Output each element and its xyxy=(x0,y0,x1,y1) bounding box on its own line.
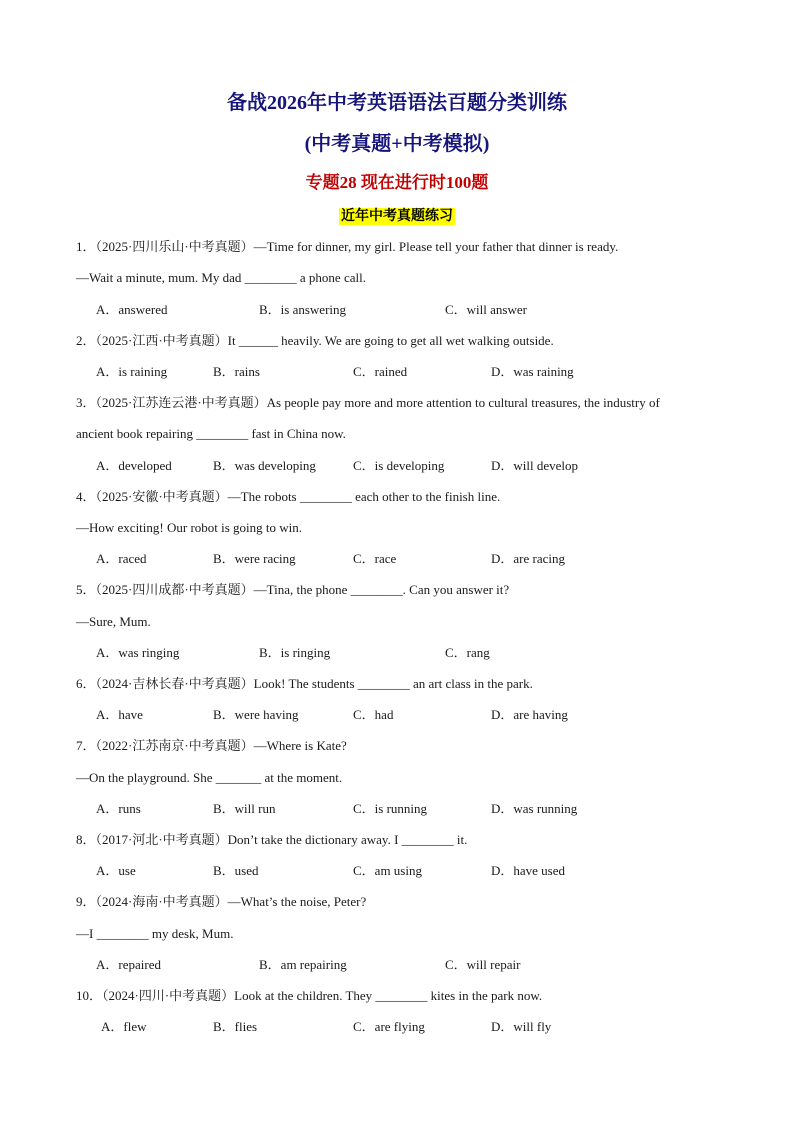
option-c: C．am using xyxy=(353,863,422,878)
option-b: B．used xyxy=(213,863,259,878)
question-stem: 7．（2022·江苏南京·中考真题）—Where is Kate? xyxy=(76,738,347,753)
option-d: D．are having xyxy=(491,707,568,722)
question-stem: 9．（2024·海南·中考真题）—What’s the noise, Peter? xyxy=(76,894,367,909)
option-b: B．am repairing xyxy=(259,957,347,972)
question-stem: 10．（2024·四川·中考真题）Look at the children. They ________ kites in the park now. xyxy=(76,988,543,1003)
question-stem: 8．（2017·河北·中考真题）Don’t take the dictionary away. I ________ it. xyxy=(76,832,468,847)
option-c: C．rang xyxy=(445,645,490,660)
option-c: C．will repair xyxy=(445,957,521,972)
page-subtitle: (中考真题+中考模拟) xyxy=(304,133,490,155)
option-d: D．will develop xyxy=(491,458,579,473)
option-b: B．rains xyxy=(213,364,260,379)
question-stem-continued: —Wait a minute, mum. My dad ________ a phone call. xyxy=(76,270,366,285)
topic-title: 专题28 现在进行时100题 xyxy=(305,173,489,192)
question-stem: 2．（2025·江西·中考真题）It ______ heavily. We are going to get all wet walking outside. xyxy=(76,333,554,348)
option-c: C．is developing xyxy=(353,458,445,473)
option-a: A．raced xyxy=(96,551,147,566)
option-c: C．will answer xyxy=(445,302,527,317)
option-c: C．rained xyxy=(353,364,408,379)
option-b: B．is answering xyxy=(259,302,347,317)
question-stem: 1．（2025·四川乐山·中考真题）—Time for dinner, my girl. Please tell your father that dinner is ready. xyxy=(76,239,619,254)
section-heading-label: 近年中考真题练习 xyxy=(341,209,453,224)
option-b: B．were racing xyxy=(213,551,296,566)
option-d: D．was running xyxy=(491,801,578,816)
option-b: B．was developing xyxy=(213,458,316,473)
option-a: A．developed xyxy=(96,458,172,473)
option-b: B．is ringing xyxy=(259,645,331,660)
option-a: A．runs xyxy=(96,801,141,816)
option-a: A．answered xyxy=(96,302,168,317)
option-d: D．have used xyxy=(491,863,566,878)
option-b: B．were having xyxy=(213,707,299,722)
option-d: D．are racing xyxy=(491,551,565,566)
option-b: B．will run xyxy=(213,801,276,816)
option-b: B．flies xyxy=(213,1019,258,1034)
question-stem: 4．（2025·安徽·中考真题）—The robots ________ each other to the finish line. xyxy=(76,489,501,504)
question-stem-continued: —On the playground. She _______ at the moment. xyxy=(76,770,343,785)
option-a: A．use xyxy=(96,863,136,878)
question-stem-continued: ancient book repairing ________ fast in China now. xyxy=(76,426,346,441)
option-a: A．flew xyxy=(101,1019,147,1034)
page-title: 备战2026年中考英语语法百题分类训练 xyxy=(227,92,567,114)
option-a: A．is raining xyxy=(96,364,168,379)
option-c: C．is running xyxy=(353,801,428,816)
question-stem: 5．（2025·四川成都·中考真题）—Tina, the phone ________. Can you answer it? xyxy=(76,582,510,597)
option-d: D．will fly xyxy=(491,1019,552,1034)
option-a: A．have xyxy=(96,707,143,722)
question-stem-continued: —Sure, Mum. xyxy=(76,614,151,629)
option-d: D．was raining xyxy=(491,364,574,379)
option-c: C．had xyxy=(353,707,394,722)
question-stem: 6．（2024·吉林长春·中考真题）Look! The students ________ an art class in the park. xyxy=(76,676,533,691)
option-c: C．race xyxy=(353,551,397,566)
option-a: A．was ringing xyxy=(96,645,180,660)
question-stem-continued: —I ________ my desk, Mum. xyxy=(76,926,234,941)
question-stem: 3．（2025·江苏连云港·中考真题）As people pay more and more attention to cultural treasures, the industry of xyxy=(76,395,660,410)
section-heading xyxy=(0,205,794,225)
option-c: C．are flying xyxy=(353,1019,425,1034)
question-stem-continued: —How exciting! Our robot is going to win. xyxy=(76,520,303,535)
option-a: A．repaired xyxy=(96,957,161,972)
